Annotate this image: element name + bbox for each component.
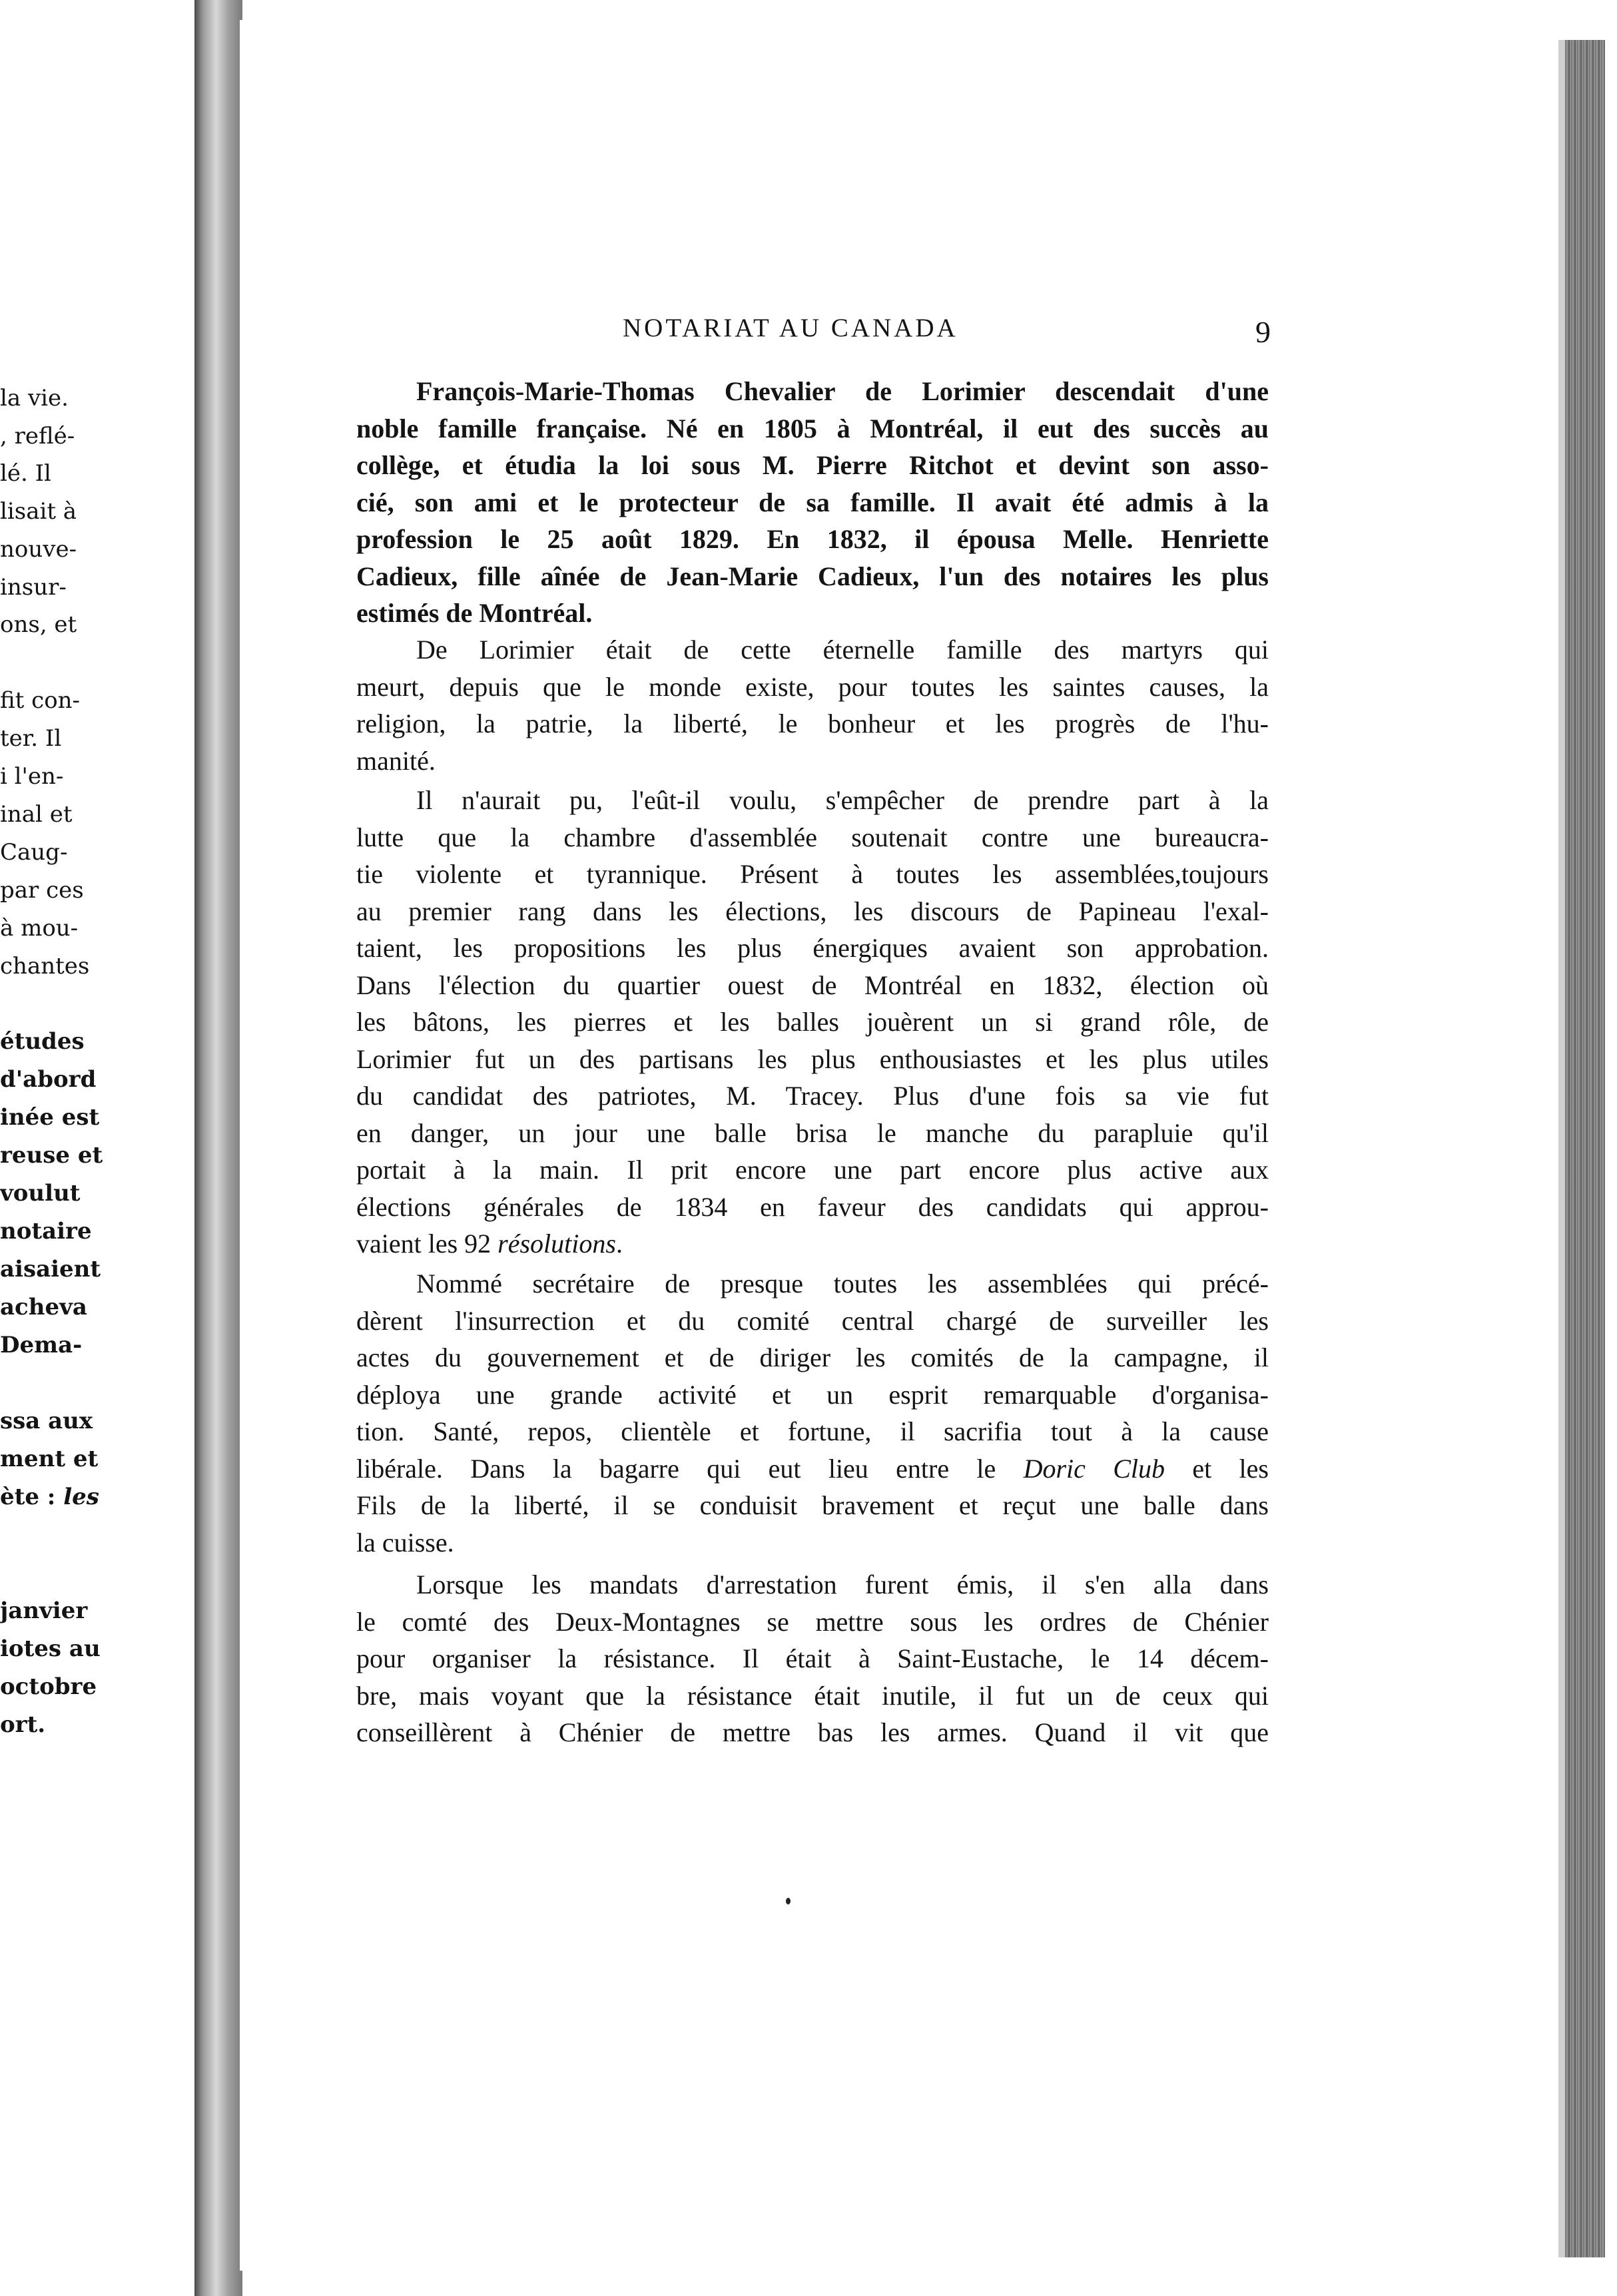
text-line: Lorimier fut un des partisans les plus enthousiastes et les plus utiles — [356, 1043, 1269, 1074]
facing-line: ort. — [0, 1711, 46, 1738]
facing-line: à mou- — [0, 915, 79, 942]
text-line: noble famille française. Né en 1805 à Montréal, il eut des succès au — [356, 413, 1269, 443]
facing-line: ons, et — [0, 611, 77, 638]
text-line: profession le 25 août 1829. En 1832, il épousa Melle. Henriette — [356, 524, 1269, 554]
facing-line: inal et — [0, 801, 73, 828]
facing-line: insur- — [0, 574, 67, 601]
text-line: la cuisse. — [356, 1527, 454, 1558]
facing-page-fragment — [0, 0, 200, 2296]
facing-line: lé. Il — [0, 460, 51, 487]
text-line: religion, la patrie, la liberté, le bonheur et les progrès de l'hu- — [356, 709, 1269, 738]
facing-line: Caug- — [0, 839, 68, 866]
text-line: lutte que la chambre d'assemblée soutenait contre une bureaucra- — [356, 822, 1269, 852]
facing-line: la vie. — [0, 385, 69, 412]
text-line: au premier rang dans les élections, les discours de Papineau l'exal- — [356, 896, 1269, 926]
paragraph-4 — [356, 1265, 1269, 1561]
ink-speck — [786, 1898, 791, 1904]
italic-title: résolutions — [497, 1229, 616, 1259]
text-line: bre, mais voyant que la résistance était inutile, il fut un de ceux qui — [356, 1680, 1269, 1711]
text-line: libérale. Dans la bagarre qui eut lieu entre le Doric Club et les — [356, 1453, 1269, 1484]
text-line: meurt, depuis que le monde existe, pour toutes les saintes causes, la — [356, 671, 1269, 702]
text-line: estimés de Montréal. — [356, 598, 593, 628]
text-line: en danger, un jour une balle brisa le manche du parapluie qu'il — [356, 1117, 1269, 1148]
book-gutter — [194, 0, 242, 2296]
text-line: dèrent l'insurrection et du comité central chargé de surveiller les — [356, 1305, 1269, 1336]
text-line: De Lorimier était de cette éternelle famille des martyrs qui — [416, 635, 1269, 665]
text-line: Cadieux, fille aînée de Jean-Marie Cadieux, l'un des notaires les plus — [356, 561, 1269, 591]
text-line: Il n'aurait pu, l'eût-il voulu, s'empêcher de prendre part à la — [416, 785, 1269, 815]
text-line: manité. — [356, 745, 436, 776]
facing-line: notaire — [0, 1218, 92, 1245]
text-line: élections générales de 1834 en faveur des candidats qui approu- — [356, 1191, 1269, 1222]
text-line: tie violente et tyrannique. Présent à toutes les assemblées,toujours — [356, 859, 1269, 889]
facing-line: iotes au — [0, 1635, 101, 1662]
paragraph-2 — [356, 631, 1269, 779]
text-line: pour organiser la résistance. Il était à Saint-Eustache, le 14 décem- — [356, 1643, 1269, 1673]
facing-line: , reflé- — [0, 423, 75, 449]
text-line: conseillèrent à Chénier de mettre bas les armes. Quand il vit que — [356, 1717, 1269, 1747]
text-line: tion. Santé, repos, clientèle et fortune, il sacrifia tout à la cause — [356, 1416, 1269, 1446]
facing-line: i l'en- — [0, 763, 64, 790]
text-line: collège, et étudia la loi sous M. Pierre Ritchot et devint son asso- — [356, 450, 1269, 480]
text-line: taient, les propositions les plus énergiques avaient son approbation. — [356, 933, 1269, 963]
facing-line: chantes — [0, 953, 90, 980]
text-line: portait à la main. Il prit encore une part encore plus active aux — [356, 1155, 1269, 1185]
text-line: Nommé secrétaire de presque toutes les assemblées qui précé- — [416, 1269, 1269, 1298]
facing-line: aisaient — [0, 1256, 101, 1283]
facing-line: inée est — [0, 1104, 100, 1131]
facing-line: ssa aux — [0, 1408, 93, 1434]
paragraph-5 — [356, 1566, 1269, 1751]
page-number: 9 — [1255, 315, 1271, 349]
text-line: vaient les 92 résolutions. — [356, 1229, 623, 1259]
paragraph-3 — [356, 782, 1269, 1263]
facing-line: janvier — [0, 1597, 88, 1624]
facing-line: nouve- — [0, 536, 77, 563]
facing-line: fit con- — [0, 687, 81, 714]
facing-line: acheva — [0, 1294, 87, 1320]
facing-line: ment et — [0, 1446, 99, 1472]
facing-line: ter. Il — [0, 725, 62, 752]
text-line: Lorsque les mandats d'arrestation furent émis, il s'en alla dans — [416, 1570, 1269, 1599]
facing-line: voulut — [0, 1180, 81, 1207]
paragraph-1 — [356, 373, 1269, 632]
facing-line: par ces — [0, 877, 84, 904]
text-line: cié, son ami et le protecteur de sa famille. Il avait été admis à la — [356, 487, 1269, 517]
facing-line: Dema- — [0, 1332, 83, 1358]
facing-line: d'abord — [0, 1066, 97, 1093]
text-line: les bâtons, les pierres et les balles jouèrent un si grand rôle, de — [356, 1007, 1269, 1037]
facing-line: reuse et — [0, 1142, 103, 1169]
page-stack-edge — [1565, 40, 1605, 2257]
text-line: François-Marie-Thomas Chevalier de Lorimier descendait d'une — [416, 376, 1269, 406]
facing-line: études — [0, 1028, 85, 1055]
italic-title: les — [63, 1484, 99, 1510]
text-line: actes du gouvernement et de diriger les comités de la campagne, il — [356, 1342, 1269, 1372]
facing-line: ète : les — [0, 1484, 99, 1510]
italic-title: Doric Club — [1023, 1453, 1165, 1484]
text-line: le comté des Deux-Montagnes se mettre sous les ordres de Chénier — [356, 1606, 1269, 1637]
text-line: du candidat des patriotes, M. Tracey. Plus d'une fois sa vie fut — [356, 1081, 1269, 1111]
text-line: déploya une grande activité et un esprit remarquable d'organisa- — [356, 1379, 1269, 1410]
facing-line: octobre — [0, 1673, 97, 1700]
running-title: NOTARIAT AU CANADA — [623, 314, 958, 342]
text-line: Dans l'élection du quartier ouest de Montréal en 1832, élection où — [356, 970, 1269, 1000]
facing-line: lisait à — [0, 498, 77, 525]
text-line: Fils de la liberté, il se conduisit bravement et reçut une balle dans — [356, 1490, 1269, 1520]
